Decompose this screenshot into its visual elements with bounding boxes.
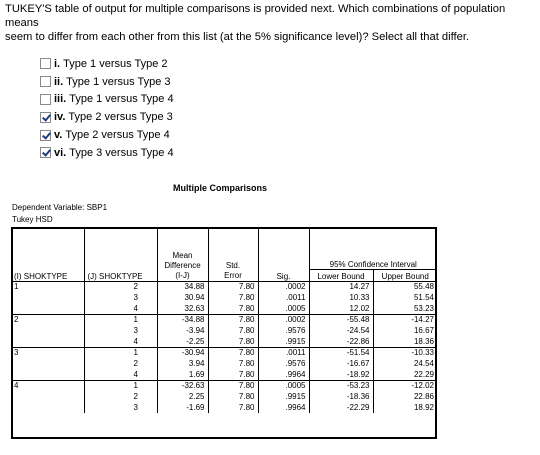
cell-std-error: 7.80 (208, 380, 258, 391)
cell-j: 2 (84, 391, 157, 402)
header-mean-difference (157, 227, 208, 281)
table-row (11, 347, 437, 358)
table-row (11, 391, 437, 402)
cell-i: 2 (11, 314, 84, 325)
cell-upper-bound: 22.29 (413, 369, 434, 379)
cell-mean-diff: 1.69 (157, 369, 208, 380)
cell-sig: .0002 (258, 281, 309, 292)
cell-lower-bound: -51.54 (309, 347, 373, 358)
cell-lower-bound: -55.48 (309, 314, 373, 325)
cell-i (11, 336, 84, 347)
cell-j: 2 (84, 358, 157, 369)
header-std-error (208, 227, 258, 281)
option-number: iii. (54, 93, 67, 106)
cell-i (11, 292, 84, 303)
cell-mean-diff: 34.88 (157, 281, 208, 292)
header-mean-line-1: Mean (172, 250, 193, 260)
cell-upper-bound: 24.54 (413, 359, 434, 368)
option-checkbox[interactable] (40, 58, 51, 69)
option-label: Type 1 versus Type 2 (63, 57, 168, 70)
cell-lower-bound: 12.02 (309, 303, 373, 314)
cell-std-error: 7.80 (208, 281, 258, 292)
multiple-comparisons-table (11, 227, 437, 413)
option-number: iv. (54, 111, 66, 124)
cell-j: 1 (84, 347, 157, 358)
cell-std-error: 7.80 (208, 391, 258, 402)
cell-upper-bound: 18.36 (413, 336, 434, 346)
table-title: Multiple Comparisons (172, 183, 267, 193)
cell-mean-diff: -34.88 (157, 314, 208, 325)
cell-i (11, 369, 84, 380)
cell-mean-diff: -3.94 (157, 325, 208, 336)
table-row (11, 380, 437, 391)
cell-sig: .0002 (258, 314, 309, 325)
header-mean-line-2: Difference (164, 260, 201, 270)
cell-i: 4 (11, 380, 84, 391)
table-row (11, 281, 437, 292)
option-checkbox[interactable] (40, 76, 51, 87)
option-checkbox[interactable] (40, 130, 51, 141)
cell-std-error: 7.80 (208, 303, 258, 314)
dependent-variable-label: Dependent Variable: SBP1 (12, 203, 108, 212)
header-confidence-interval: 95% Confidence Interval (309, 227, 437, 269)
cell-upper-bound: 53.23 (413, 303, 434, 313)
header-std-line-1: Std. (225, 260, 241, 270)
cell-i (11, 402, 84, 413)
cell-j: 4 (84, 336, 157, 347)
cell-sig: .0005 (258, 303, 309, 314)
cell-mean-diff: 3.94 (157, 358, 208, 369)
option-4[interactable] (40, 108, 174, 126)
cell-i (11, 325, 84, 336)
cell-upper-bound: -14.27 (373, 314, 437, 325)
question-line-1: TUKEY'S table of output for multiple comparisons is provided next. Which combinations of population means (5, 3, 506, 29)
cell-j: 4 (84, 303, 157, 314)
cell-std-error: 7.80 (208, 314, 258, 325)
cell-i (11, 303, 84, 314)
table-row (11, 336, 437, 347)
question-line-2: seem to differ from each other from this list (at the 5% significance level)? Select all that differ. (5, 31, 470, 43)
cell-upper-bound: -10.33 (373, 347, 437, 358)
cell-j: 2 (84, 281, 157, 292)
cell-j: 3 (84, 292, 157, 303)
option-checkbox[interactable] (40, 94, 51, 105)
cell-i (11, 358, 84, 369)
answer-options (40, 55, 174, 162)
header-upper-bound: Upper Bound (373, 269, 437, 281)
table-row (11, 314, 437, 325)
cell-sig: .0011 (258, 347, 309, 358)
cell-std-error: 7.80 (208, 369, 258, 380)
cell-upper-bound: -12.02 (373, 380, 437, 391)
cell-mean-diff: 30.94 (157, 292, 208, 303)
cell-sig: .9576 (258, 358, 309, 369)
cell-i: 3 (11, 347, 84, 358)
cell-lower-bound: -18.92 (309, 369, 373, 380)
table-row (11, 325, 437, 336)
option-number: vi. (54, 146, 67, 159)
table-row (11, 303, 437, 314)
header-sig: Sig. (258, 227, 309, 281)
cell-std-error: 7.80 (208, 358, 258, 369)
cell-upper-bound: 18.92 (413, 403, 434, 412)
option-6[interactable] (40, 144, 174, 162)
option-checkbox[interactable] (40, 147, 51, 158)
header-std-line-2: Error (224, 270, 242, 280)
cell-sig: .9964 (258, 369, 309, 380)
cell-lower-bound: 14.27 (309, 281, 373, 292)
cell-j: 4 (84, 369, 157, 380)
cell-upper-bound: 22.86 (413, 392, 434, 401)
option-checkbox[interactable] (40, 112, 51, 123)
header-j-shoktype: (J) SHOKTYPE (84, 227, 157, 281)
option-label: Type 1 versus Type 3 (66, 75, 171, 88)
cell-i (11, 391, 84, 402)
option-2[interactable] (40, 73, 174, 91)
cell-j: 1 (84, 314, 157, 325)
cell-std-error: 7.80 (208, 347, 258, 358)
table-row (11, 369, 437, 380)
cell-j: 1 (84, 380, 157, 391)
cell-lower-bound: -22.86 (309, 336, 373, 347)
method-label: Tukey HSD (12, 215, 53, 224)
option-label: Type 1 versus Type 4 (69, 93, 174, 106)
cell-lower-bound: 10.33 (309, 292, 373, 303)
cell-std-error: 7.80 (208, 336, 258, 347)
cell-lower-bound: -24.54 (309, 325, 373, 336)
cell-mean-diff: -1.69 (157, 402, 208, 413)
cell-sig: .0005 (258, 380, 309, 391)
option-number: ii. (54, 75, 64, 88)
cell-upper-bound: 16.67 (413, 326, 434, 335)
cell-sig: .0011 (258, 292, 309, 303)
header-mean-line-3: (I-J) (175, 270, 190, 280)
option-3[interactable] (40, 91, 174, 109)
cell-j: 3 (84, 325, 157, 336)
option-label: Type 2 versus Type 4 (65, 129, 170, 142)
cell-sig: .9576 (258, 325, 309, 336)
question-text (5, 2, 537, 44)
cell-upper-bound: 51.54 (413, 293, 434, 302)
cell-mean-diff: 32.63 (157, 303, 208, 314)
option-5[interactable] (40, 126, 174, 144)
option-label: Type 3 versus Type 4 (69, 146, 174, 159)
option-number: i. (54, 57, 61, 70)
cell-i: 1 (11, 281, 84, 292)
cell-mean-diff: -30.94 (157, 347, 208, 358)
cell-mean-diff: -2.25 (157, 336, 208, 347)
cell-lower-bound: -22.29 (309, 402, 373, 413)
cell-sig: .9964 (258, 402, 309, 413)
cell-std-error: 7.80 (208, 292, 258, 303)
option-number: v. (54, 129, 63, 142)
cell-sig: .9915 (258, 336, 309, 347)
cell-lower-bound: -53.23 (309, 380, 373, 391)
cell-mean-diff: -32.63 (157, 380, 208, 391)
cell-std-error: 7.80 (208, 402, 258, 413)
cell-std-error: 7.80 (208, 325, 258, 336)
table-row (11, 402, 437, 413)
cell-lower-bound: -18.36 (309, 391, 373, 402)
table-row (11, 292, 437, 303)
header-i-shoktype: (I) SHOKTYPE (11, 227, 84, 281)
cell-j: 3 (84, 402, 157, 413)
option-1[interactable] (40, 55, 174, 73)
cell-sig: .9915 (258, 391, 309, 402)
header-lower-bound: Lower Bound (309, 269, 373, 281)
table-row (11, 358, 437, 369)
cell-lower-bound: -16.67 (309, 358, 373, 369)
cell-mean-diff: 2.25 (157, 391, 208, 402)
cell-upper-bound: 55.48 (373, 281, 437, 292)
option-label: Type 2 versus Type 3 (68, 111, 173, 124)
